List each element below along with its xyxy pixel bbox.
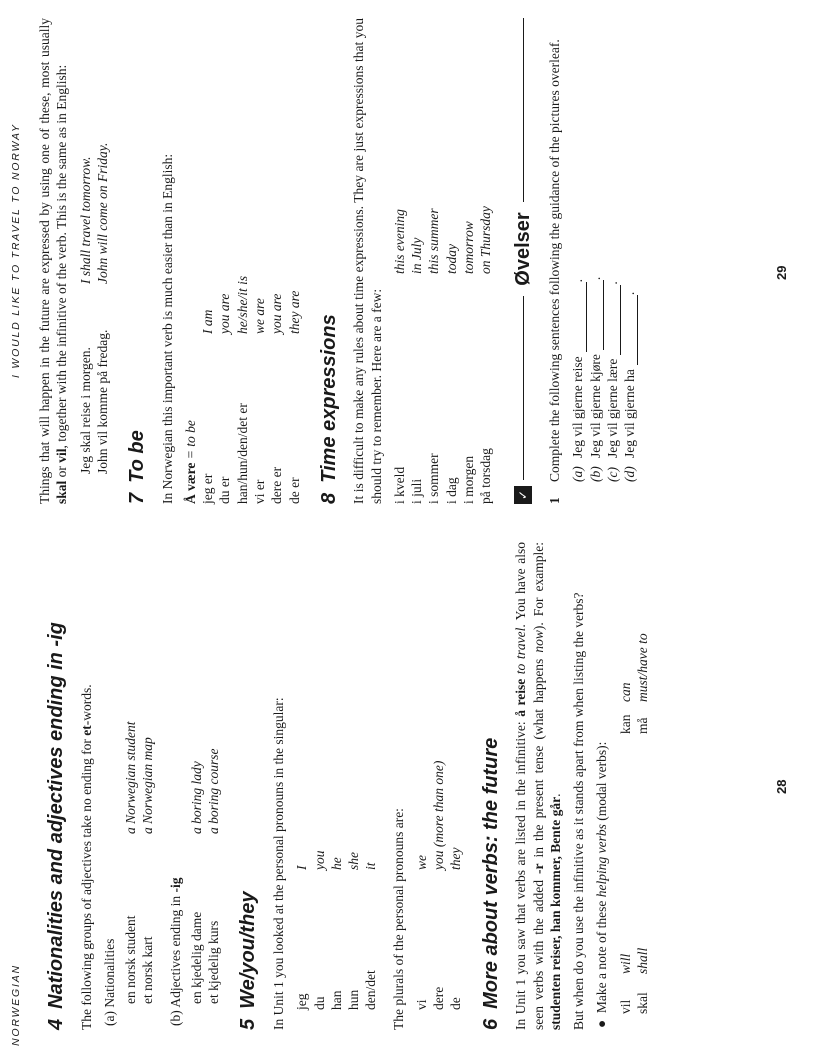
norwegian-text: dere [431, 986, 447, 1010]
item-end: . [587, 276, 603, 281]
norwegian-text: kan [617, 714, 633, 734]
expression-row [425, 18, 442, 504]
example-row [205, 542, 222, 1004]
english-text: tomorrow [460, 221, 476, 274]
modal-row [617, 542, 634, 1014]
text: , together with the infinitive of the verb. This is the same as in English: [54, 64, 70, 449]
pronoun-row [311, 542, 328, 1010]
norwegian-text: John vil komme på fredag. [94, 329, 110, 474]
section-title: Time expressions [317, 314, 340, 483]
english-text: he/she/it is [234, 275, 250, 334]
item-text: Jeg vil gjerne kjøre [587, 354, 603, 458]
answer-blank[interactable] [621, 295, 638, 365]
answer-blank[interactable] [569, 282, 586, 352]
pronoun-row [362, 542, 379, 1010]
norwegian-text: må [634, 717, 650, 734]
plural-intro: The plurals of the personal pronouns are: [390, 808, 406, 1030]
english-text: on Thursday [478, 206, 494, 274]
divider [523, 296, 524, 480]
text: in the present tense (what happens [530, 652, 546, 864]
english-text: John will come on Friday. [94, 142, 110, 284]
norwegian-text: jeg [294, 993, 310, 1010]
text-bold: skal [54, 480, 70, 504]
text-bold: vil [54, 448, 70, 463]
expression-row [460, 18, 477, 504]
text: . [547, 793, 563, 797]
text: The following groups of adjectives take no ending for [78, 735, 94, 1030]
norwegian-text: en norsk student [123, 915, 139, 1004]
english-text: I [294, 865, 310, 870]
example-row [94, 18, 111, 474]
exercise-item [587, 18, 604, 482]
english-text: must/have to [634, 633, 650, 702]
norwegian-text: i kveld [391, 466, 407, 504]
pronoun-row [293, 542, 310, 1010]
example-row [188, 542, 205, 1004]
answer-blank[interactable] [587, 280, 604, 350]
exercise-instructions: Complete the following sentences following the guidance of the pictures overleaf. [547, 39, 563, 482]
text-bold: et [78, 725, 94, 736]
item-label: (b) [587, 466, 603, 482]
text: Things that will happen in the future are expressed by using one of these, most usually [37, 18, 52, 504]
expression-row [391, 18, 408, 504]
nationalities-examples [122, 542, 157, 1004]
future-examples [77, 18, 112, 474]
pronoun-row [430, 542, 447, 1010]
english-text: we [413, 855, 429, 870]
english-text: she [346, 852, 362, 870]
english-text: they are [286, 290, 302, 334]
norwegian-text: skal [634, 992, 650, 1014]
conjugation-row [286, 18, 303, 504]
text: -words. [78, 684, 94, 726]
left-column [36, 542, 661, 1030]
text-italic: to travel [513, 627, 529, 679]
future-intro [36, 18, 71, 504]
item-label: (c) [604, 467, 620, 482]
english-text: a Norwegian map [140, 737, 156, 834]
to-be-infinitive [182, 18, 199, 504]
norwegian-text: en kjedelig dame [188, 911, 204, 1004]
text: . You have also seen verbs with the added [513, 542, 546, 1030]
norwegian-text: den/det [363, 970, 379, 1010]
text: or [54, 462, 70, 481]
english-text: I am [200, 309, 216, 334]
to-be-conjugation [199, 18, 303, 504]
english-text: today [443, 244, 459, 274]
section-8-intro: It is difficult to make any rules about time expressions. They are just expressions that you should try to remember. Here are a few: [351, 18, 384, 504]
exercise-item [604, 18, 621, 482]
item-label: (a) [570, 466, 586, 482]
section-7-heading [125, 18, 151, 504]
exercises-banner [511, 18, 537, 504]
example-row [122, 542, 139, 1004]
section-number: 6 [479, 1018, 502, 1030]
divider [523, 18, 524, 202]
section-6-heading [479, 542, 505, 1030]
modal-row [634, 542, 651, 1014]
section-title: Nationalities and adjectives ending in -ig [45, 622, 67, 1009]
english-text: he [328, 857, 344, 870]
example-row [77, 18, 94, 474]
exercise-items [569, 18, 638, 482]
exercise-number: 1 [547, 497, 563, 504]
text: (modal verbs): [594, 741, 610, 825]
english-text: this evening [391, 209, 407, 274]
expression-row [477, 18, 494, 504]
section-4-heading [44, 542, 70, 1030]
norwegian-text: vil [617, 999, 633, 1014]
item-text: Jeg vil gjerne reise [570, 356, 586, 458]
answer-blank[interactable] [604, 285, 621, 355]
text: In Unit 1 you saw that verbs are listed in the infinitive: [513, 716, 529, 1030]
running-head-right: I WOULD LIKE TO TRAVEL TO NORWAY [10, 123, 22, 378]
section-title: More about verbs: the future [479, 737, 502, 1009]
norwegian-text: et norsk kart [140, 936, 156, 1004]
expression-row [408, 18, 425, 504]
english-text: a boring course [206, 748, 222, 834]
norwegian-text: et kjedelig kurs [206, 920, 222, 1004]
section-5-intro: In Unit 1 you looked at the personal pronouns in the singular: [271, 697, 287, 1030]
section-number: 8 [317, 492, 340, 504]
item-end: . [604, 281, 620, 285]
modal-bullet [593, 542, 610, 1030]
norwegian-text: vi [413, 999, 429, 1010]
english-text: can [617, 682, 633, 702]
time-expressions-list [391, 18, 495, 504]
tick-box-icon: ✓ [514, 486, 532, 504]
section-4-intro [78, 542, 95, 1030]
plural-pronouns [413, 542, 465, 1010]
section-5-heading [236, 542, 262, 1030]
text-bold: studenten reiser, han kommer, Bente går [547, 796, 563, 1030]
item-end: . [570, 279, 586, 283]
text-bold: å reise [513, 678, 529, 717]
item-text: Jeg vil gjerne lære [604, 358, 620, 458]
text-italic: = to be [182, 420, 198, 463]
norwegian-text: han [328, 990, 344, 1010]
conjugation-row [216, 18, 233, 504]
english-text: shall [634, 947, 650, 974]
norwegian-text: i juli [409, 478, 425, 504]
norwegian-text: i morgen [460, 455, 476, 504]
modal-verbs [617, 542, 652, 1014]
bullet-icon: ● [594, 1013, 610, 1028]
english-text: you (more than one) [431, 760, 447, 870]
item-end: . [622, 291, 638, 296]
norwegian-text: dere er [269, 466, 285, 504]
norwegian-text: hun [346, 989, 362, 1010]
english-text: we are [251, 298, 267, 334]
item-label: (d) [622, 466, 638, 482]
section-number: 5 [237, 1018, 260, 1030]
text-bold: -ig [167, 877, 183, 893]
section-number: 7 [126, 492, 149, 504]
text-bold: Å være [182, 462, 198, 504]
text-bold: -r [530, 863, 546, 874]
english-text: they [448, 847, 464, 870]
text: (b) Adjectives ending in [167, 892, 183, 1026]
right-column [36, 18, 638, 504]
exercise-item [621, 18, 638, 482]
section-6-paragraph-2: But when do you use the infinitive as it stands apart from when listing the verbs? [571, 592, 587, 1030]
english-text: you [311, 850, 327, 870]
group-label [167, 542, 184, 1026]
nationalities-group [101, 542, 223, 1026]
left-page [0, 526, 822, 1052]
section-6-paragraph-1 [512, 542, 564, 1030]
english-text: a boring lady [188, 761, 204, 834]
exercise-item [569, 18, 586, 482]
english-text: you are [269, 293, 285, 334]
pronoun-row [447, 542, 464, 1010]
conjugation-row [268, 18, 285, 504]
page-number-left: 28 [774, 779, 789, 794]
section-title: We/you/they [237, 891, 260, 1009]
section-8-heading [317, 18, 343, 504]
section-7-intro: In Norwegian this important verb is much easier than in English: [159, 153, 175, 504]
section-title: To be [126, 430, 149, 483]
text-italic: now [530, 630, 546, 653]
exercise-1 [546, 18, 563, 504]
norwegian-text: jeg er [200, 473, 216, 504]
norwegian-text: i sommer [426, 453, 442, 504]
text: ). For example: [530, 542, 546, 631]
norwegian-text: du [311, 996, 327, 1010]
example-row [139, 542, 156, 1004]
item-text: Jeg vil gjerne ha [622, 369, 638, 458]
english-text: will [617, 953, 633, 974]
norwegian-text: Jeg skal reise i morgen. [77, 347, 93, 474]
text-italic: helping verbs [594, 824, 610, 898]
norwegian-text: vi er [251, 479, 267, 504]
conjugation-row [234, 18, 251, 504]
english-text: it [363, 862, 379, 870]
section-number: 4 [45, 1018, 67, 1030]
singular-pronouns [293, 542, 379, 1010]
pronoun-row [345, 542, 362, 1010]
running-head-left: NORWEGIAN [10, 964, 22, 1046]
page-number-right: 29 [774, 265, 789, 280]
norwegian-text: i dag [443, 477, 459, 504]
adjective-examples [188, 542, 223, 1004]
pronoun-row [328, 542, 345, 1010]
expression-row [443, 18, 460, 504]
english-text: I shall travel tomorrow. [77, 156, 93, 284]
exercises-title: Øvelser [511, 212, 534, 286]
conjugation-row [251, 18, 268, 504]
pronoun-row [413, 542, 430, 1010]
norwegian-text: på torsdag [478, 448, 494, 504]
english-text: this summer [426, 208, 442, 274]
english-text: a Norwegian student [123, 721, 139, 834]
norwegian-text: de [448, 997, 464, 1010]
norwegian-text: de er [286, 477, 302, 504]
english-text: you are [217, 293, 233, 334]
english-text: in July [409, 237, 425, 274]
norwegian-text: du er [217, 476, 233, 504]
text: Make a note of these [594, 897, 610, 1014]
group-label: (a) Nationalities [101, 938, 117, 1026]
conjugation-row [199, 18, 216, 504]
norwegian-text: han/hun/den/det er [234, 403, 250, 504]
